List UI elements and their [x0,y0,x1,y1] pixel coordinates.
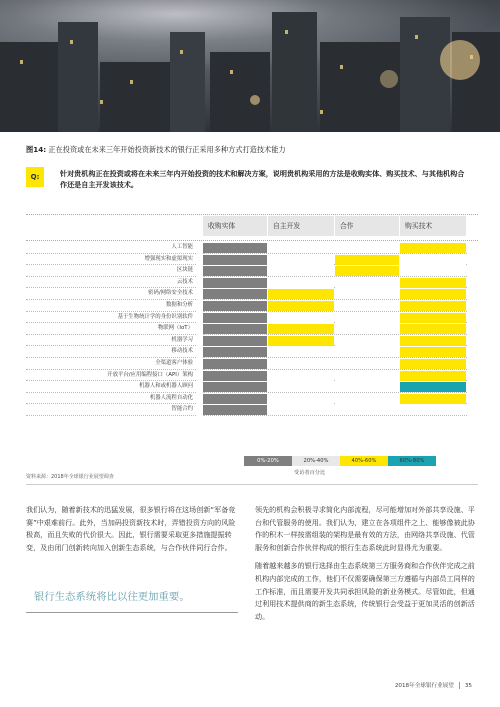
building [272,12,317,132]
heatmap-cell [400,336,466,346]
legend-swatch: 20%-40% [292,456,340,466]
heatmap-cell [203,347,267,357]
divider [26,240,478,241]
building [58,22,98,132]
window-light [180,50,183,54]
row-label: 密码/网络安全技术 [26,288,196,300]
heatmap-row [203,404,467,416]
legend-swatch: 40%-60% [340,456,388,466]
building [400,17,450,132]
heatmap-cell [335,359,399,369]
window-light [230,70,233,74]
heatmap-cell [335,266,399,276]
heatmap-row [203,370,467,382]
heatmap-cell [400,324,466,334]
row-label: 机器人和或机器人顾问 [26,381,196,393]
question-text: 针对贵机构正在投资或将在未来三年内开始投资的技术和解决方案，说明贵机构采用的方法是收购实体、购买技术、与其他机构合作还是自主开发该技术。 [60,169,465,189]
building [170,32,205,132]
body-right [255,504,477,629]
heatmap-row [203,335,467,347]
divider [26,612,238,613]
footer-title: 2018年全球银行业展望 [394,683,454,689]
divider [26,214,478,215]
light-bokeh [380,70,398,88]
legend-swatch: 60%-80% [388,456,436,466]
heatmap-cell [400,359,466,369]
building [210,52,270,132]
legend-caption: 受访者百分比 [294,470,326,476]
heatmap-cell [400,255,466,265]
row-label: 智能合约 [26,404,196,416]
heatmap-cell [335,405,399,415]
heatmap-cell [335,313,399,323]
heatmap-cell [335,301,399,311]
heatmap-cell [268,371,334,381]
figure-label: 图14: [26,145,47,154]
heatmap-grid [203,242,467,416]
paragraph: 领先的机构会积极寻求简化内部流程，尽可能增加对外部共享设施、平台和代管服务的使用。我们认为，建立在各项组件之上、能够像被此协作的积木一样按需组装的架构是最有效的方法，由网络共享设施、代管服务和创新合作伙伴构成的银行生态系统此时显得尤为重要。 [255,505,475,552]
heatmap-cell [400,243,466,253]
heatmap-cell [268,382,334,392]
heatmap-row [203,346,467,358]
heatmap-cell [400,289,466,299]
window-light [285,30,288,34]
heatmap-cell [400,313,466,323]
window-light [340,65,343,69]
window-light [470,55,473,59]
heatmap-cell [335,289,399,299]
heatmap-cell [268,301,334,311]
row-label: 开放平台/应用编程接口（API）架构 [26,370,196,382]
heatmap-cell [268,405,334,415]
page-number: 35 [464,683,472,689]
window-light [70,40,73,44]
window-light [100,100,103,104]
heatmap-cell [400,371,466,381]
heatmap-cell [400,382,466,392]
cover-photo [0,0,500,132]
window-light [20,60,23,64]
heatmap-cell [268,255,334,265]
heatmap-row [203,358,467,370]
heatmap-cell [203,336,267,346]
heatmap-cell [203,405,267,415]
row-label: 人工智能 [26,242,196,254]
heatmap-row [203,381,467,393]
heatmap-cell [203,243,267,253]
row-label: 增强现实和虚拟现实 [26,254,196,266]
row-label: 全渠道客户体验 [26,358,196,370]
footer-separator [459,682,460,689]
window-light [415,35,418,39]
heatmap-row [203,277,467,289]
heatmap-cell [268,289,334,299]
figure-title [26,145,286,155]
body-left: 我们认为，随着新技术的迅猛发展，很多银行将在这场创新“军备竞赛”中艰难前行。此外，当加码投资新技术时，弄错投资方向的风险极高，而且失败的代价很大。因此，银行需要采取更多措施提振转变，及由闭门创新转向加入创新生态系统，与合作伙伴同行合作。 [26,505,236,552]
heatmap-cell [268,324,334,334]
light-bokeh [250,95,260,105]
heatmap-row [203,254,467,266]
row-label: 基于生物统计学的身份识别软件 [26,312,196,324]
heatmap-cell [268,347,334,357]
heatmap-cell [400,266,466,276]
heatmap-cell [203,266,267,276]
heatmap-cell [335,324,399,334]
heatmap-cell [203,278,267,288]
heatmap-cell [335,243,399,253]
heatmap-cell [203,382,267,392]
heatmap-cell [335,371,399,381]
heatmap-cell [203,324,267,334]
heatmap-row [203,393,467,405]
heatmap-row [203,265,467,277]
heatmap-row [203,288,467,300]
heatmap-cell [203,359,267,369]
heatmap-cell [335,347,399,357]
heatmap-cell [203,255,267,265]
heatmap-cell [335,255,399,265]
heatmap-cell [400,278,466,288]
question-badge: Q: [26,167,44,187]
heatmap-cell [400,405,466,415]
row-label: 机器人流程自动化 [26,393,196,405]
building [0,42,60,132]
heatmap-cell [268,394,334,404]
row-label: 物联网（IoT） [26,323,196,335]
window-light [130,80,133,84]
legend [244,456,436,466]
heatmap-cell [268,266,334,276]
row-label: 移动技术 [26,346,196,358]
heatmap-cell [400,394,466,404]
heatmap-row [203,323,467,335]
light-bokeh [440,40,480,80]
row-label: 数据和分析 [26,300,196,312]
heatmap-row [203,242,467,254]
heatmap-cell [335,336,399,346]
figure-caption: 正在投资或在未来三年开始投资新技术的银行正采用多种方式打造技术能力 [48,145,286,154]
heatmap-cell [203,371,267,381]
heatmap-cell [203,301,267,311]
row-label: 云技术 [26,277,196,289]
source-note: 资料来源：2018年全球银行业展望调查 [26,474,114,480]
column-header: 收购实体 [203,216,267,236]
heatmap-cell [400,347,466,357]
heatmap-cell [203,289,267,299]
heatmap-row [203,300,467,312]
heatmap-cell [335,382,399,392]
heatmap-cell [400,301,466,311]
column-header: 购买技术 [400,216,466,236]
heatmap-cell [268,278,334,288]
page-footer [395,681,472,689]
heatmap-row [203,312,467,324]
divider [26,484,478,485]
heatmap-cell [335,394,399,404]
heatmap-cell [268,243,334,253]
paragraph: 随着越来越多的银行选择由生态系统第三方服务商和合作伙伴完成之前机构内部完成的工作，他们不仅需要确保第三方遵循与内部员工同样的工作标准，而且需要开发共同承担风险的新业务模式。尽管如此，但通过利用技术提供商的新生态系统，传统银行会受益于更加灵活的创新活动。 [255,561,475,621]
heatmap-cell [268,313,334,323]
pull-quote: 银行生态系统将比以往更加重要。 [34,592,190,603]
column-header: 合作 [335,216,399,236]
heatmap-cell [335,278,399,288]
row-label: 区块链 [26,265,196,277]
column-header: 自主开发 [268,216,334,236]
column-headers [203,216,467,236]
heatmap-cell [203,313,267,323]
heatmap-cell [203,394,267,404]
heatmap-cell [268,359,334,369]
heatmap-cell [268,336,334,346]
building [100,62,170,132]
window-light [320,110,323,114]
legend-swatch: 0%-20% [244,456,292,466]
row-label: 机器学习 [26,335,196,347]
row-labels [26,242,196,416]
